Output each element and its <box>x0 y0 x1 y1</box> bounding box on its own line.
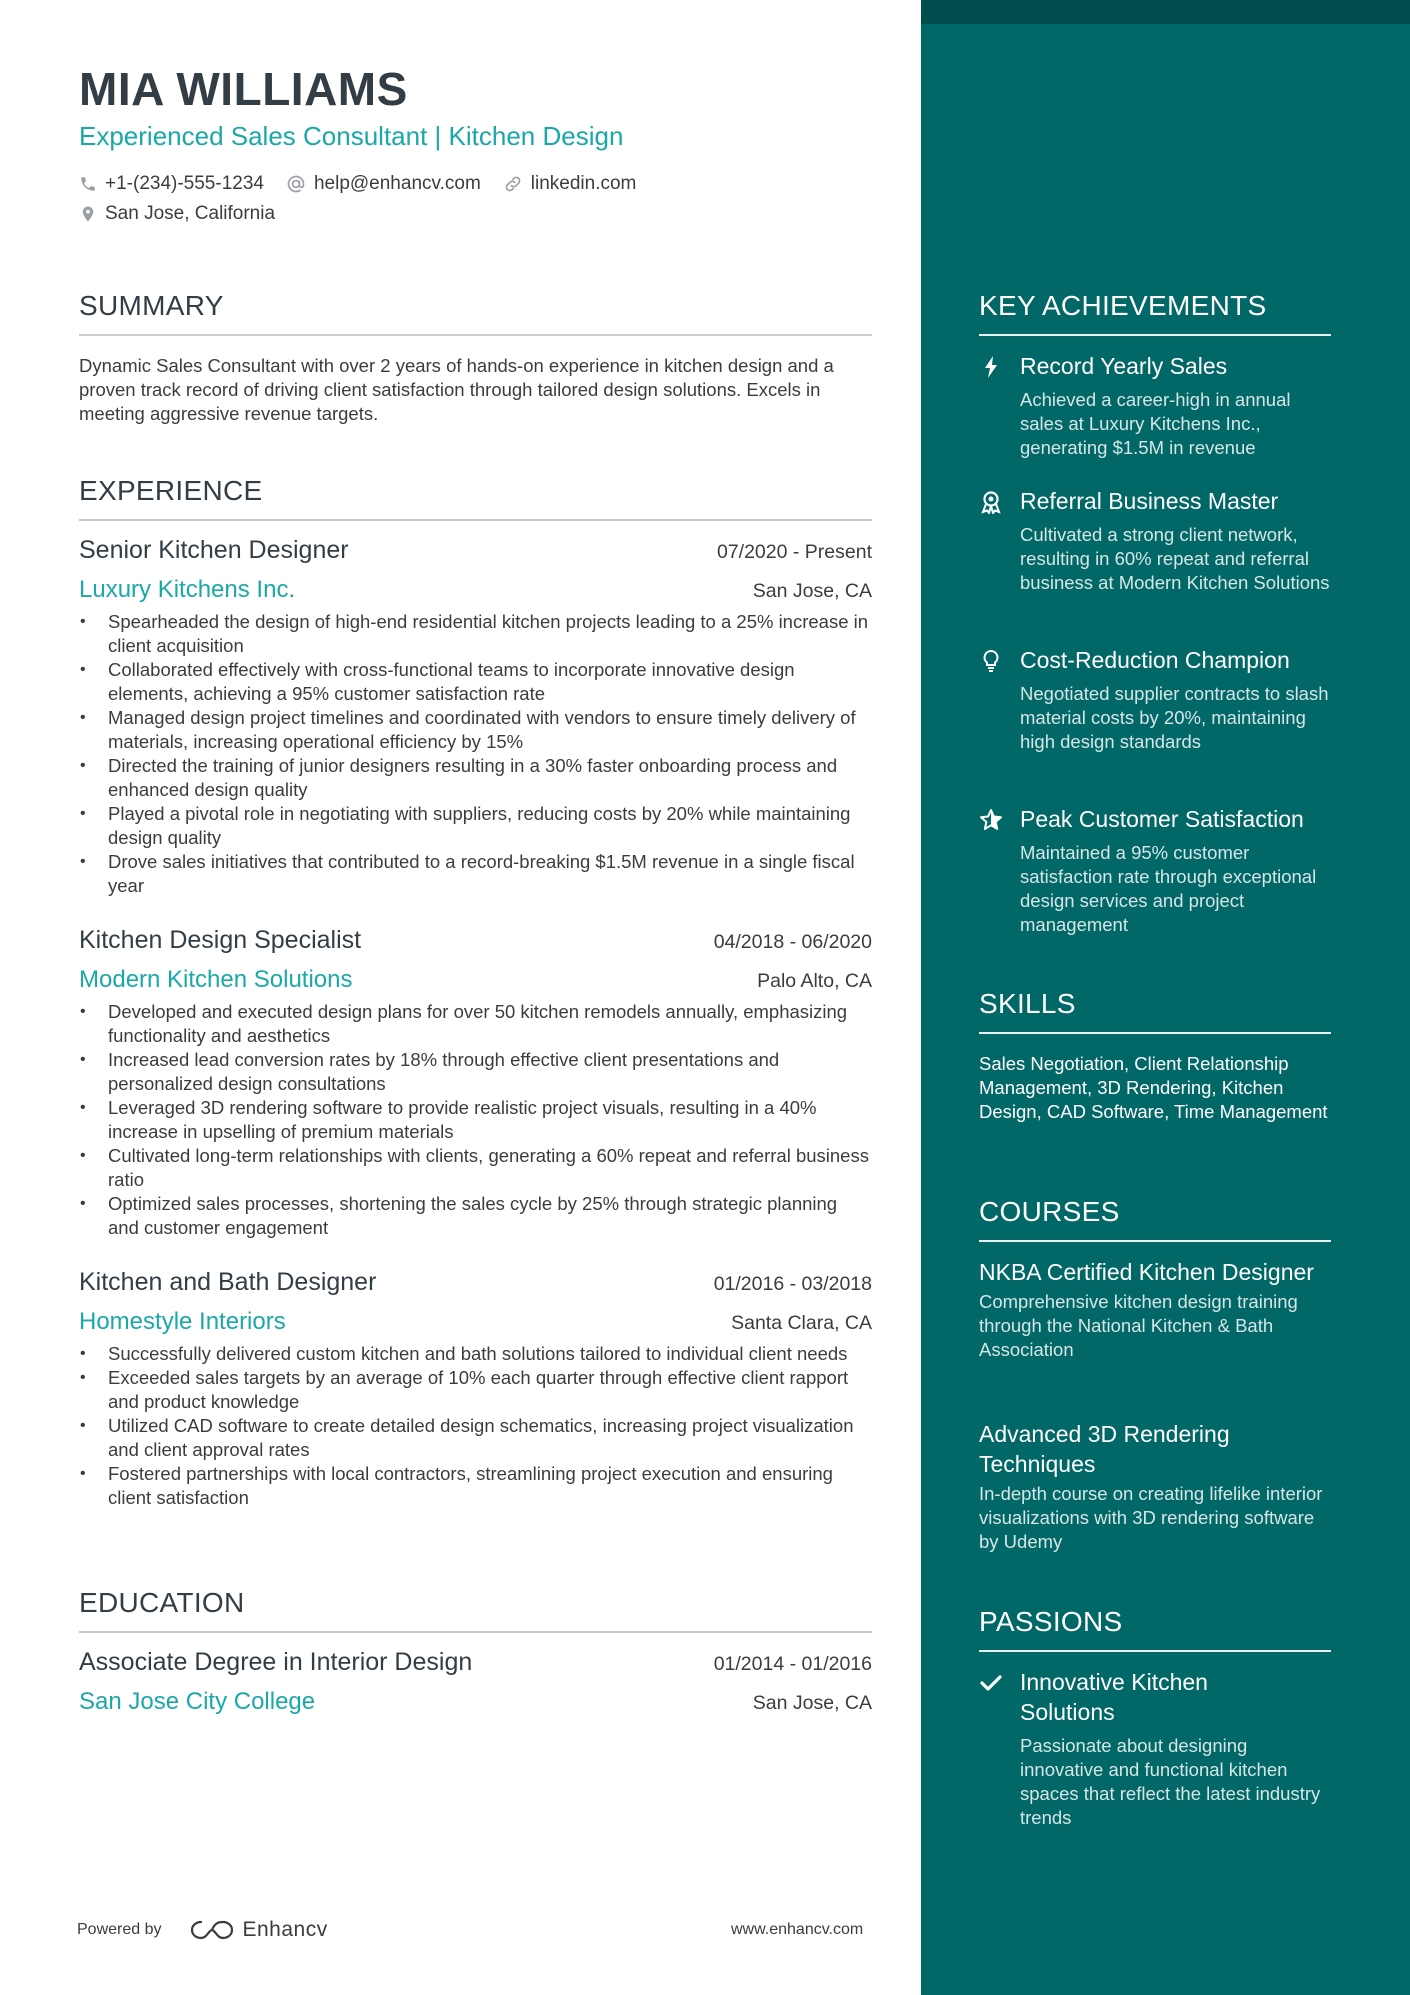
contact-phone[interactable] <box>79 173 264 195</box>
job-bullet: • Played a pivotal role in negotiating with suppliers, reducing costs by 20% while maintaining design quality <box>79 802 872 850</box>
location-text: San Jose, California <box>105 203 276 224</box>
summary-text: Dynamic Sales Consultant with over 2 years of hands-on experience in kitchen design and a proven track record of driving client satisfaction through tailored design solutions. Excels in meeting aggressive revenue targets. <box>79 355 834 424</box>
job-bullet: • Fostered partnerships with local contractors, streamlining project execution and ensuring client satisfaction <box>79 1462 872 1510</box>
job-bullet: • Collaborated effectively with cross-functional teams to incorporate innovative design elements, achieving a 95% customer satisfaction rate <box>79 658 872 706</box>
school-location: San Jose, CA <box>752 1692 872 1714</box>
job-entry <box>79 926 872 1240</box>
phone-icon <box>79 175 97 193</box>
job-location: San Jose, CA <box>752 580 872 602</box>
job-bullets <box>79 1342 872 1510</box>
link-icon <box>503 174 523 194</box>
degree-title: Associate Degree in Interior Design <box>79 1648 473 1676</box>
job-bullet: • Developed and executed design plans for over 50 kitchen remodels annually, emphasizing functionality and aesthetics <box>79 1000 872 1048</box>
job-company: Homestyle Interiors <box>79 1308 286 1335</box>
job-dates: 01/2016 - 03/2018 <box>713 1273 872 1295</box>
job-bullet: • Exceeded sales targets by an average of 10% each quarter through effective client rapport and product knowledge <box>79 1366 872 1414</box>
job-bullet: • Managed design project timelines and coordinated with vendors to ensure timely delivery of materials, increasing operational efficiency by 15% <box>79 706 872 754</box>
award-ribbon-icon <box>979 490 1003 514</box>
experience-heading: EXPERIENCE <box>79 475 872 521</box>
achievement-title: Cost-Reduction Champion <box>1020 647 1290 673</box>
checkmark-icon <box>979 1671 1003 1695</box>
lightning-icon <box>979 355 1003 379</box>
job-location: Santa Clara, CA <box>731 1312 872 1334</box>
job-bullets <box>79 1000 872 1240</box>
school-name: San Jose City College <box>79 1688 316 1715</box>
achievements-heading: KEY ACHIEVEMENTS <box>979 290 1331 336</box>
achievement-title: Referral Business Master <box>1020 488 1279 514</box>
course-item <box>979 1419 1331 1554</box>
job-bullet: • Directed the training of junior designers resulting in a 30% faster onboarding process and enhanced design quality <box>79 754 872 802</box>
sidebar-top-bar <box>921 0 1410 24</box>
course-desc: In-depth course on creating lifelike interior visualizations with 3D rendering software by Udemy <box>979 1483 1323 1552</box>
at-sign-icon <box>286 174 306 194</box>
passion-desc: Passionate about designing innovative and functional kitchen spaces that reflect the latest industry trends <box>1020 1735 1321 1828</box>
candidate-name: MIA WILLIAMS <box>79 63 408 115</box>
achievement-desc: Negotiated supplier contracts to slash material costs by 20%, maintaining high design standards <box>1020 683 1329 752</box>
job-bullet: • Cultivated long-term relationships with clients, generating a 60% repeat and referral business ratio <box>79 1144 872 1192</box>
achievement-title: Peak Customer Satisfaction <box>1020 806 1304 832</box>
achievement-desc: Cultivated a strong client network, resulting in 60% repeat and referral business at Modern Kitchen Solutions <box>1020 524 1330 593</box>
course-desc: Comprehensive kitchen design training through the National Kitchen & Bath Association <box>979 1291 1298 1360</box>
location-pin-icon <box>79 204 97 224</box>
skills-heading: SKILLS <box>979 988 1331 1034</box>
footer-url[interactable]: www.enhancv.com <box>731 1921 864 1938</box>
passions-heading: PASSIONS <box>979 1606 1331 1652</box>
job-entry <box>79 536 872 898</box>
education-dates: 01/2014 - 01/2016 <box>713 1653 872 1675</box>
achievement-desc: Achieved a career-high in annual sales at Luxury Kitchens Inc., generating $1.5M in revenue <box>1020 389 1291 458</box>
course-item <box>979 1257 1331 1362</box>
contact-row-2 <box>79 203 297 225</box>
website-text: linkedin.com <box>530 173 637 194</box>
candidate-headline: Experienced Sales Consultant | Kitchen Design <box>79 121 624 151</box>
job-dates: 04/2018 - 06/2020 <box>713 931 872 953</box>
passion-title: Innovative Kitchen Solutions <box>1020 1669 1208 1725</box>
job-title: Kitchen Design Specialist <box>79 926 362 954</box>
enhancv-brand: Enhancv <box>242 1918 328 1941</box>
lightbulb-icon <box>979 649 1003 673</box>
job-bullet: • Optimized sales processes, shortening the sales cycle by 25% through strategic planning and customer engagement <box>79 1192 872 1240</box>
job-bullets <box>79 610 872 898</box>
powered-by-label: Powered by <box>77 1921 162 1938</box>
enhancv-logo-icon <box>189 1918 235 1942</box>
summary-heading: SUMMARY <box>79 290 872 336</box>
contact-email[interactable] <box>286 173 481 195</box>
job-title: Kitchen and Bath Designer <box>79 1268 377 1296</box>
job-title: Senior Kitchen Designer <box>79 536 349 564</box>
email-text: help@enhancv.com <box>313 173 481 194</box>
contact-website[interactable] <box>503 173 637 195</box>
course-title: NKBA Certified Kitchen Designer <box>979 1259 1314 1285</box>
skills-text: Sales Negotiation, Client Relationship Management, 3D Rendering, Kitchen Design, CAD Software, Time Management <box>979 1053 1328 1122</box>
job-company: Modern Kitchen Solutions <box>79 966 353 993</box>
achievement-desc: Maintained a 95% customer satisfaction rate through exceptional design services and project management <box>1020 842 1317 935</box>
phone-text: +1-(234)-555-1234 <box>105 173 264 194</box>
job-bullet: • Drove sales initiatives that contributed to a record-breaking $1.5M revenue in a single fiscal year <box>79 850 872 898</box>
courses-heading: COURSES <box>979 1196 1331 1242</box>
footer-powered-by <box>77 1918 328 1942</box>
contact-location <box>79 203 275 225</box>
job-dates: 07/2020 - Present <box>716 541 872 563</box>
contact-row-1 <box>79 173 658 195</box>
education-heading: EDUCATION <box>79 1587 872 1633</box>
achievement-title: Record Yearly Sales <box>1020 353 1228 379</box>
job-bullet: • Leveraged 3D rendering software to provide realistic project visuals, resulting in a 40% increase in upselling of premium materials <box>79 1096 872 1144</box>
course-title: Advanced 3D Rendering Techniques <box>979 1421 1230 1477</box>
job-location: Palo Alto, CA <box>757 970 872 992</box>
education-entry <box>79 1648 872 1716</box>
job-bullet: • Utilized CAD software to create detailed design schematics, increasing project visualization and client approval rates <box>79 1414 872 1462</box>
job-bullet: • Spearheaded the design of high-end residential kitchen projects leading to a 25% increase in client acquisition <box>79 610 872 658</box>
star-icon <box>979 808 1003 832</box>
job-bullet: • Increased lead conversion rates by 18% through effective client presentations and personalized design consultations <box>79 1048 872 1096</box>
job-bullet: • Successfully delivered custom kitchen and bath solutions tailored to individual client needs <box>79 1342 872 1366</box>
job-entry <box>79 1268 872 1510</box>
job-company: Luxury Kitchens Inc. <box>79 576 296 603</box>
